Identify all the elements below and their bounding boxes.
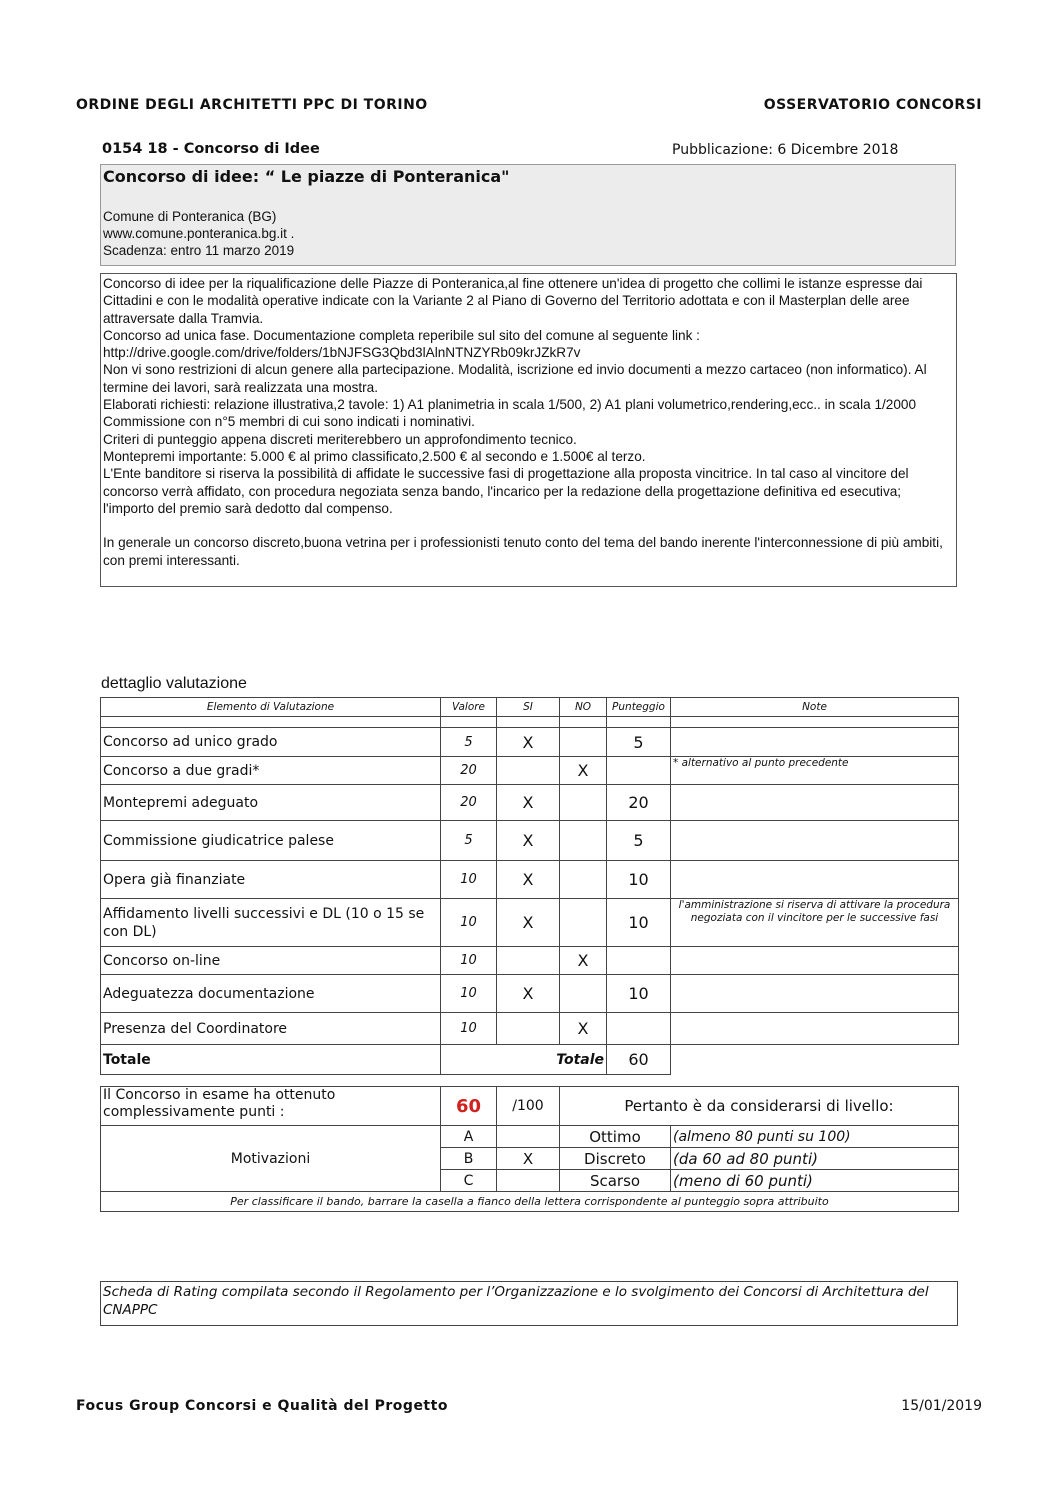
row-no — [560, 728, 607, 757]
total-row — [101, 1045, 959, 1075]
client-website: www.comune.ponteranica.bg.it . — [103, 226, 295, 241]
table-row — [101, 861, 959, 899]
row-label: Affidamento livelli successivi e DL (10 o 15 se con DL) — [101, 899, 441, 947]
rating-points: 60 — [441, 1087, 497, 1126]
description-paragraph: Criteri di punteggio appena discreti meriterebbero un approfondimento tecnico. — [103, 431, 577, 447]
row-note — [671, 1013, 959, 1045]
row-si: X — [497, 975, 560, 1013]
row-value: 20 — [441, 785, 497, 821]
level-letter: A — [441, 1126, 497, 1148]
contest-code: 0154 18 - Concorso di Idee — [102, 141, 320, 157]
total-label: Totale — [101, 1045, 441, 1075]
row-value: 10 — [441, 947, 497, 975]
table-row — [101, 899, 959, 947]
row-note — [671, 861, 959, 899]
row-no — [560, 785, 607, 821]
row-no: X — [560, 947, 607, 975]
description-paragraph: Non vi sono restrizioni di alcun genere alla partecipazione. Modalità, iscrizione ed invio documenti a mezzo cartaceo (non informatico). Al termine dei lavori, sarà realizzata una mostra. — [103, 362, 927, 395]
level-mark: X — [497, 1148, 560, 1170]
row-score: 5 — [607, 821, 671, 861]
row-label: Concorso ad unico grado — [101, 728, 441, 757]
header-observatory: OSSERVATORIO CONCORSI — [763, 97, 982, 113]
table-row — [101, 757, 959, 785]
level-letter: B — [441, 1148, 497, 1170]
row-value: 10 — [441, 861, 497, 899]
row-no: X — [560, 1013, 607, 1045]
level-mark — [497, 1170, 560, 1192]
row-value: 10 — [441, 899, 497, 947]
rating-instruction: Per classificare il bando, barrare la casella a fianco della lettera corrispondente al punteggio sopra attribuito — [101, 1192, 959, 1212]
level-label: Pertanto è da considerarsi di livello: — [560, 1087, 959, 1126]
deadline: Scadenza: entro 11 marzo 2019 — [103, 243, 295, 258]
table-row — [101, 821, 959, 861]
row-note — [671, 785, 959, 821]
contest-client-block — [103, 208, 294, 259]
row-score — [607, 757, 671, 785]
row-si: X — [497, 861, 560, 899]
description-spacer — [103, 517, 954, 534]
contest-description — [101, 274, 956, 570]
row-note: * alternativo al punto precedente — [671, 757, 959, 785]
table-row — [101, 1013, 959, 1045]
obtained-label: Il Concorso in esame ha ottenuto complessivamente punti : — [101, 1087, 441, 1126]
row-label: Opera già finanziate — [101, 861, 441, 899]
row-no: X — [560, 757, 607, 785]
col-no: NO — [560, 698, 607, 717]
footer-group: Focus Group Concorsi e Qualità del Progetto — [76, 1398, 448, 1414]
row-label: Montepremi adeguato — [101, 785, 441, 821]
total-blank — [671, 1045, 959, 1075]
contest-title: Concorso di idee: “ Le piazze di Ponteranica" — [103, 167, 510, 186]
row-si — [497, 1013, 560, 1045]
level-range: (almeno 80 punti su 100) — [671, 1126, 959, 1148]
col-score: Punteggio — [607, 698, 671, 717]
col-si: SI — [497, 698, 560, 717]
level-name: Discreto — [560, 1148, 671, 1170]
client-name: Comune di Ponteranica (BG) — [103, 209, 277, 224]
row-value: 5 — [441, 728, 497, 757]
row-note — [671, 728, 959, 757]
col-element: Elemento di Valutazione — [101, 698, 441, 717]
description-paragraph: Commissione con n°5 membri di cui sono indicati i nominativi. — [103, 414, 475, 430]
row-no — [560, 899, 607, 947]
row-no — [560, 975, 607, 1013]
row-label: Commissione giudicatrice palese — [101, 821, 441, 861]
publication-date: Pubblicazione: 6 Dicembre 2018 — [672, 142, 899, 158]
evaluation-header-row — [101, 698, 959, 717]
row-si: X — [497, 899, 560, 947]
evaluation-spacer-row — [101, 717, 959, 728]
row-si: X — [497, 821, 560, 861]
row-si — [497, 757, 560, 785]
level-letter: C — [441, 1170, 497, 1192]
description-paragraph: Concorso di idee per la riqualificazione delle Piazze di Ponteranica,al fine ottenere un'idea di progetto che collimi le istanze espresse dai Cittadini e con le modalità operative indicate con la Variante 2 al Piano di Governo del Territorio adottata e con il Masterplan delle aree attraversate dalla Tramvia. — [103, 276, 923, 326]
row-value: 10 — [441, 975, 497, 1013]
description-paragraph: Concorso ad unica fase. Documentazione completa reperibile sul sito del comune al seguente link : — [103, 327, 700, 343]
evaluation-table — [100, 697, 959, 1075]
row-note: l'amministrazione si riserva di attivare la procedura negoziata con il vincitore per le successive fasi — [671, 899, 959, 947]
description-paragraph: Elaborati richiesti: relazione illustrativa,2 tavole: 1) A1 planimetria in scala 1/500, 2) A1 plani volumetrico,rendering,ecc.. in scala 1/2000 — [103, 397, 917, 413]
rating-score-row — [101, 1087, 959, 1126]
rating-out-of: /100 — [497, 1087, 560, 1126]
description-paragraph: L'Ente banditore si riserva la possibilità di affidate le successive fasi di progettazione alla proposta vincitrice. In tal caso al vincitore del concorso verrà affidato, con procedura negoziata senza bando, l'incarico per la redazione della progettazione definitiva ed esecutiva; l'importo del premio sarà dedotto dal compenso. — [103, 466, 909, 516]
level-name: Ottimo — [560, 1126, 671, 1148]
description-link[interactable]: http://drive.google.com/drive/folders/1bNJFSG3Qbd3lAlnNTNZYRb09krJZkR7v — [103, 345, 581, 361]
level-name: Scarso — [560, 1170, 671, 1192]
row-score: 10 — [607, 861, 671, 899]
row-score: 10 — [607, 975, 671, 1013]
description-paragraph: Montepremi importante: 5.000 € al primo classificato,2.500 € al secondo e 1.500€ al terzo. — [103, 448, 646, 464]
row-label: Concorso on-line — [101, 947, 441, 975]
table-row — [101, 947, 959, 975]
motivations-label: Motivazioni — [101, 1126, 441, 1192]
row-label: Adeguatezza documentazione — [101, 975, 441, 1013]
instruction-row — [101, 1192, 959, 1212]
row-value: 5 — [441, 821, 497, 861]
footer-date: 15/01/2019 — [901, 1398, 982, 1414]
row-value: 10 — [441, 1013, 497, 1045]
row-note — [671, 947, 959, 975]
evaluation-title: dettaglio valutazione — [101, 675, 247, 692]
description-paragraph: In generale un concorso discreto,buona vetrina per i professionisti tenuto conto del tema del bando inerente l'interconnessione di più ambiti, con premi interessanti. — [103, 535, 943, 568]
row-no — [560, 861, 607, 899]
row-note — [671, 975, 959, 1013]
rating-table — [100, 1086, 959, 1212]
level-row-a — [101, 1126, 959, 1148]
total-label-italic: Totale — [441, 1045, 607, 1075]
header-organization: ORDINE DEGLI ARCHITETTI PPC DI TORINO — [76, 97, 428, 113]
row-label: Concorso a due gradi* — [101, 757, 441, 785]
level-range: (meno di 60 punti) — [671, 1170, 959, 1192]
row-score: 5 — [607, 728, 671, 757]
contest-description-box — [100, 273, 957, 587]
row-no — [560, 821, 607, 861]
total-score: 60 — [607, 1045, 671, 1075]
table-row — [101, 785, 959, 821]
row-si: X — [497, 785, 560, 821]
row-score: 10 — [607, 899, 671, 947]
regulation-note: Scheda di Rating compilata secondo il Regolamento per l’Organizzazione e lo svolgimento dei Concorsi di Architettura del CNAPPC — [100, 1281, 958, 1326]
row-value: 20 — [441, 757, 497, 785]
row-si: X — [497, 728, 560, 757]
row-note — [671, 821, 959, 861]
row-score: 20 — [607, 785, 671, 821]
table-row — [101, 975, 959, 1013]
row-si — [497, 947, 560, 975]
row-label: Presenza del Coordinatore — [101, 1013, 441, 1045]
contest-info-box — [100, 164, 956, 266]
table-row — [101, 728, 959, 757]
col-value: Valore — [441, 698, 497, 717]
level-range: (da 60 ad 80 punti) — [671, 1148, 959, 1170]
row-score — [607, 1013, 671, 1045]
col-notes: Note — [671, 698, 959, 717]
level-mark — [497, 1126, 560, 1148]
row-score — [607, 947, 671, 975]
